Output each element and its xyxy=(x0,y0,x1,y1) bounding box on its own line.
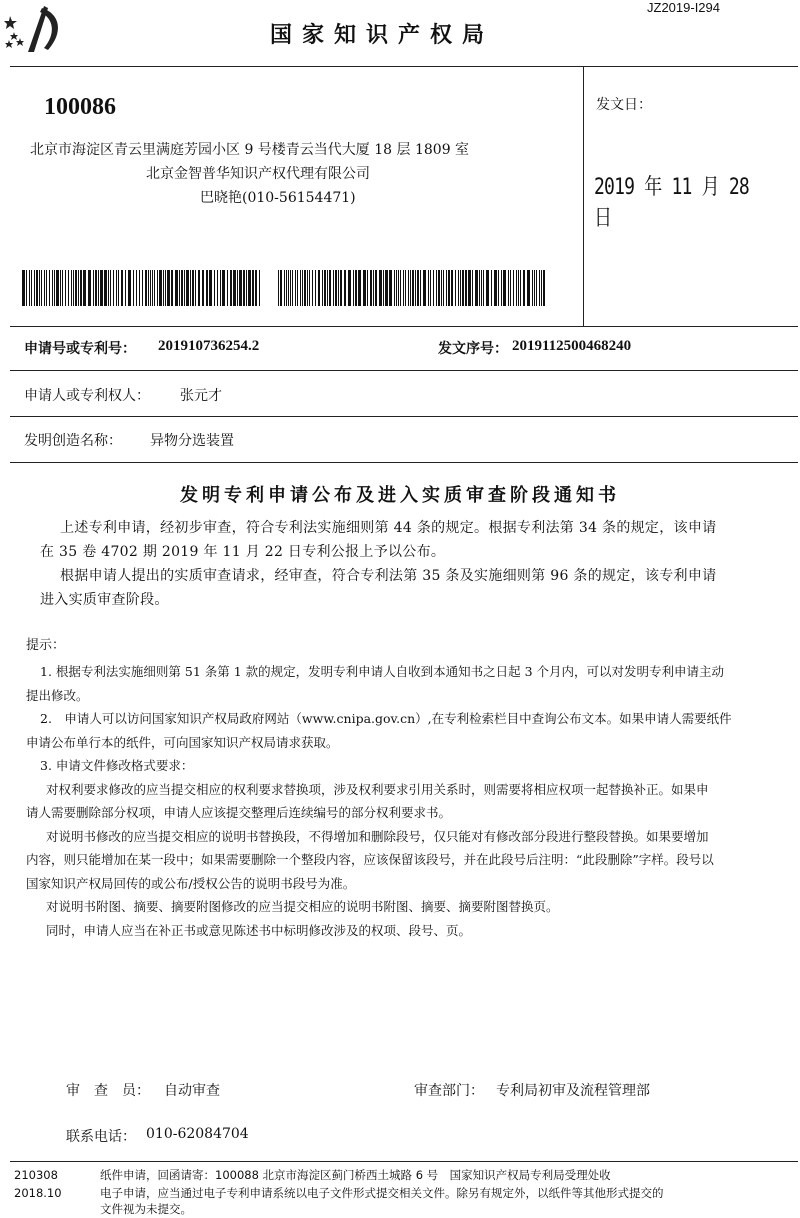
tip-2-line-2: 申请公布单行本的纸件，可向国家知识产权局请求获取。 xyxy=(26,734,339,750)
footer-mail-notice: 纸件申请，回函请寄：100088 北京市海淀区蓟门桥西土城路 6 号 国家知识产权局专利局受理处收 xyxy=(100,1168,611,1182)
tip-3-description-line-3: 国家知识产权局回传的或公布/授权公告的说明书段号为准。 xyxy=(26,875,356,891)
tip-3: 3. 申请文件修改格式要求： xyxy=(40,758,194,773)
send-date: 2019 年 11 月 28 日 xyxy=(594,175,749,231)
department-name: 专利局初审及流程管理部 xyxy=(496,1083,650,1099)
phone-number: 010-62084704 xyxy=(146,1126,249,1142)
tip-3-description-line-2: 内容，则只能增加在某一段中；如果需要删除一个整段内容，应该保留该段号，并在此段号后注明：“此段删除”字样。段号以 xyxy=(26,852,714,867)
row-divider xyxy=(10,326,798,327)
tip-3-statement: 同时，申请人应当在补正书或意见陈述书中标明修改涉及的权项、段号、页。 xyxy=(46,922,472,938)
notice-paragraph-1-line-2: 在 35 卷 4702 期 2019 年 11 月 22 日专利公报上予以公布。 xyxy=(40,544,446,560)
cnipa-logo-icon xyxy=(4,2,68,54)
footer-electronic-notice: 电子申请，应当通过电子专利申请系统以电子文件形式提交相关文件。除另有规定外，以纸件等其他形式提交的 xyxy=(100,1186,664,1200)
invention-title: 异物分选装置 xyxy=(150,433,234,449)
tip-3-drawings: 对说明书附图、摘要、摘要附图修改的应当提交相应的说明书附图、摘要、摘要附图替换页。 xyxy=(46,899,559,914)
notice-paragraph-1-line-1: 上述专利申请，经初步审查，符合专利法实施细则第 44 条的规定。根据专利法第 34 条的规定，该申请 xyxy=(60,520,717,536)
examiner-label: 审 查 员： xyxy=(66,1083,150,1099)
form-code: 210308 xyxy=(14,1168,58,1182)
postcode: 100086 xyxy=(44,94,116,120)
footer-electronic-notice-cont: 文件视为未提交。 xyxy=(100,1202,192,1216)
row-divider xyxy=(10,462,798,463)
row-divider xyxy=(10,416,798,417)
examiner-name: 自动审查 xyxy=(164,1083,220,1099)
serial-number: 2019112500468240 xyxy=(512,338,632,354)
form-date: 2018.10 xyxy=(14,1186,62,1200)
invention-title-label: 发明创造名称： xyxy=(24,433,122,449)
tip-2-line-1: 2. 申请人可以访问国家知识产权局政府网站（www.cnipa.gov.cn）,在专利检索栏目中查询公布文本。如果申请人需要纸件 xyxy=(40,711,732,726)
tips-list xyxy=(26,660,800,942)
tip-1-line-1: 1. 根据专利法实施细则第 51 条第 1 款的规定，发明专利申请人自收到本通知书之日起 3 个月内，可以对发明专利申请主动 xyxy=(40,664,725,679)
serial-number-label: 发文序号： xyxy=(438,341,508,357)
vertical-divider xyxy=(583,66,584,326)
applicant-label: 申请人或专利权人： xyxy=(24,388,150,404)
document-code: JZ2019-I294 xyxy=(647,0,720,15)
address-line: 北京市海淀区青云里满庭芳园小区 9 号楼青云当代大厦 18 层 1809 室 xyxy=(30,142,470,158)
header-divider xyxy=(10,66,798,67)
tip-3-claims-line-2: 请人需要删除部分权项，申请人应该提交整理后连续编号的部分权利要求书。 xyxy=(26,805,452,820)
applicant-name: 张元才 xyxy=(180,388,222,404)
tip-3-description-line-1: 对说明书修改的应当提交相应的说明书替换段，不得增加和删除段号，仅只能对有修改部分段进行整段替换。如果要增加 xyxy=(46,828,709,844)
phone-label: 联系电话： xyxy=(66,1129,136,1145)
footer-divider xyxy=(10,1161,798,1162)
office-title: 国家知识产权局 xyxy=(270,23,495,48)
recipient: 巴晓艳(010-56154471) xyxy=(200,190,356,206)
send-date-label: 发文日： xyxy=(596,97,652,113)
row-divider xyxy=(10,370,798,371)
barcode-right xyxy=(278,270,546,306)
tip-3-claims-line-1: 对权利要求修改的应当提交相应的权利要求替换项，涉及权利要求引用关系时，则需要将相应权项一起替换补正。如果申 xyxy=(46,781,709,797)
notice-paragraph-2-line-1: 根据申请人提出的实质审查请求，经审查，符合专利法第 35 条及实施细则第 96 条的规定，该专利申请 xyxy=(60,568,717,584)
application-number-label: 申请号或专利号： xyxy=(24,341,136,357)
tips-heading: 提示： xyxy=(26,638,66,653)
tip-1-line-2: 提出修改。 xyxy=(26,687,89,703)
department-label: 审查部门： xyxy=(414,1083,484,1099)
notice-title: 发明专利申请公布及进入实质审查阶段通知书 xyxy=(180,485,620,506)
agency-name: 北京金智普华知识产权代理有限公司 xyxy=(146,166,370,182)
barcode-left xyxy=(22,270,264,306)
application-number: 201910736254.2 xyxy=(158,338,260,354)
notice-paragraph-2-line-2: 进入实质审查阶段。 xyxy=(40,592,169,608)
